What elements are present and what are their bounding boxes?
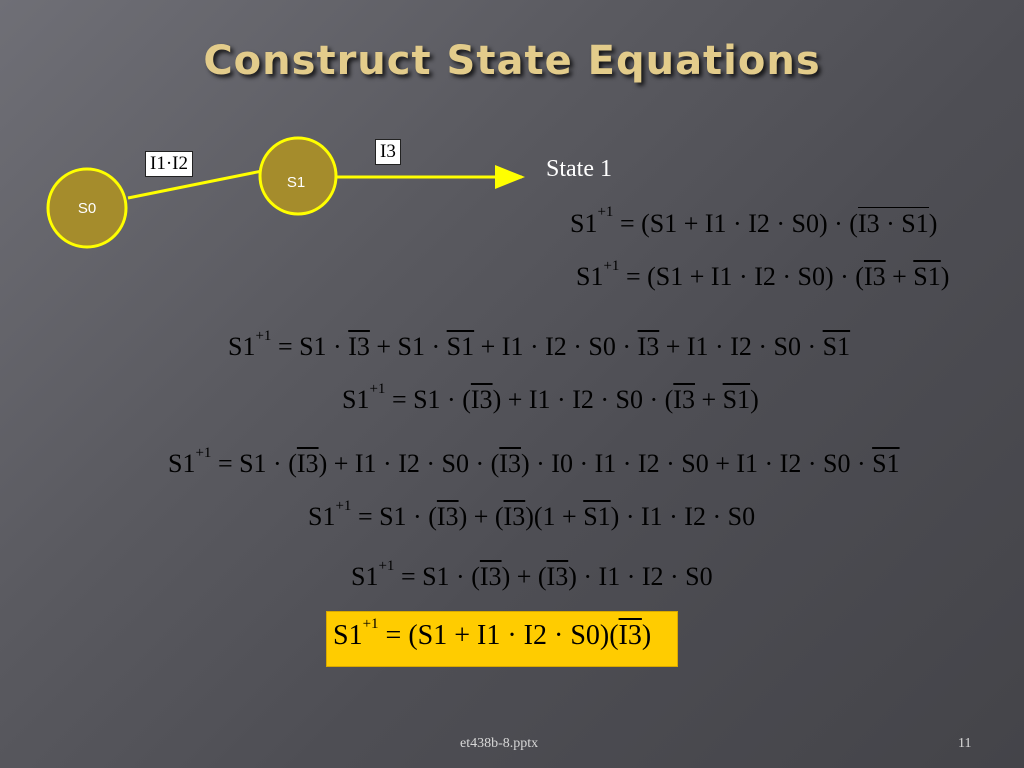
- node-s1-label: S1: [286, 174, 306, 191]
- equation-2: $S1^{+1} = (S1 + I1 \cdot I2 \cdot S0) \cdot (I3 + S1)$: [576, 258, 950, 291]
- edge-label-i3: I3: [375, 139, 401, 165]
- edge-label-i1-i2: I1·I2: [145, 151, 193, 177]
- equation-4: $S1^{+1} = S1 \cdot (I3) + I1 \cdot I2 \cdot S0 \cdot (I3 + S1)$: [342, 381, 759, 414]
- final-equation: $S1^{+1} = (S1 + I1 \cdot I2 \cdot S0)(I3)$: [333, 616, 652, 651]
- equation-3: $S1^{+1} = S1 \cdot I3 + S1 \cdot S1 + I1 \cdot I2 \cdot S0 \cdot I3 + I1 \cdot I2 \cdot S0 \cdot S1$: [228, 328, 851, 361]
- footer-filename: et438b-8.pptx: [460, 736, 539, 751]
- slide-number: 11: [958, 736, 972, 751]
- equation-7: $S1^{+1} = S1 \cdot (I3) + (I3) \cdot I1 \cdot I2 \cdot S0$: [351, 558, 713, 591]
- final-equation-box: [326, 611, 678, 667]
- state-1-label: State 1: [546, 156, 612, 182]
- slide-title: Construct State Equations: [203, 38, 821, 84]
- equation-1: $S1^{+1} = (S1 + I1 \cdot I2 \cdot S0) \cdot (I3 \cdot S1)$: [570, 204, 938, 238]
- equation-6: $S1^{+1} = S1 \cdot (I3) + (I3)(1 + S1) \cdot I1 \cdot I2 \cdot S0$: [308, 498, 756, 531]
- equation-5: $S1^{+1} = S1 \cdot (I3) + I1 \cdot I2 \cdot S0 \cdot (I3) \cdot I0 \cdot I1 \cdot I2 \cdot S0 + I1 \cdot I2 \cdot S0 \cdot S1$: [168, 445, 900, 478]
- node-s0-label: S0: [77, 200, 97, 217]
